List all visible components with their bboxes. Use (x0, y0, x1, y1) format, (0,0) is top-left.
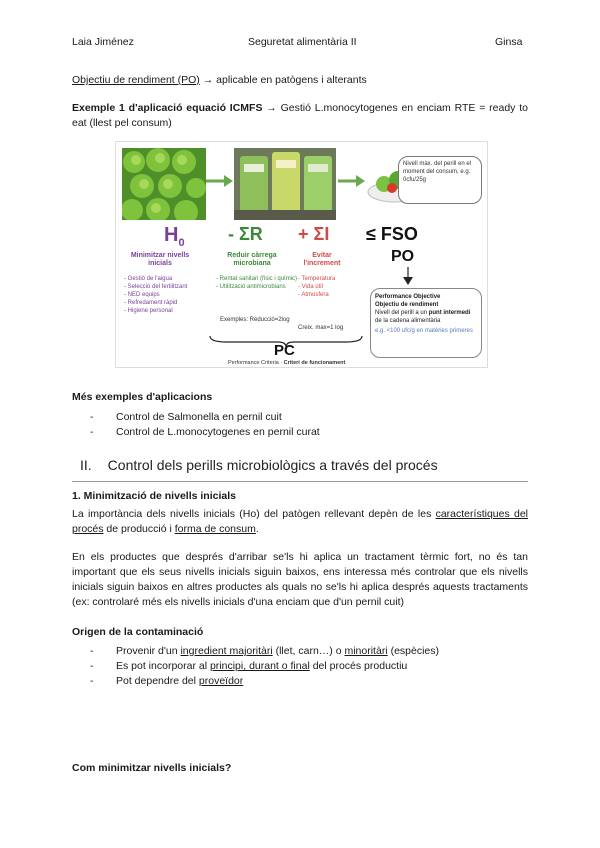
eq-h0 (164, 224, 185, 249)
col3-list (298, 275, 358, 299)
col2-list (216, 275, 298, 291)
section-divider (72, 481, 528, 482)
sub1-p1-c: . (255, 523, 259, 535)
header-subject: Seguretat alimentària II (248, 36, 357, 48)
section2-title: Control dels perills microbiològics a través del procés (107, 457, 438, 473)
col1-item: - Gestió de l'aigua (124, 276, 173, 282)
example1-paragraph (72, 101, 528, 131)
origin-i3-a: Pot dependre del (116, 675, 199, 687)
consumption-level-bubble (398, 156, 482, 204)
example1-bold: Exemple 1 d'aplicació equació ICMFS (72, 102, 263, 114)
origin-i1-u2: minoritàri (344, 645, 388, 657)
origin-i2-a: Es pot incorporar al (116, 660, 210, 672)
col1-item: - NED equips (124, 292, 160, 298)
po-box-line4: e.g. <100 ufc/g en matèries primeres (375, 328, 473, 334)
col3-title: Evitar l'increment (303, 252, 341, 267)
flow-arrow-1 (206, 174, 234, 188)
po-box-line1: Performance Objective (375, 294, 441, 300)
po-label: PO (391, 248, 415, 265)
objective-term: Objectiu de rendiment (PO) (72, 74, 200, 86)
pc-label: PC (274, 342, 295, 359)
sub1-paragraph1 (72, 507, 528, 537)
sub1-title: 1. Minimització de nivells inicials (72, 490, 236, 502)
objective-line (72, 73, 528, 88)
eq-fso: ≤ FSO (366, 224, 418, 244)
pc-caption-ca: Criteri de funcionament (283, 360, 346, 366)
col3-item: - Vida útil (298, 284, 323, 290)
eq-minus-r: - ΣR (228, 224, 263, 244)
origin-i1-c: (espècies) (387, 645, 440, 657)
col1-item: - Higiene personal (124, 308, 173, 314)
eq-h0-sub: 0 (178, 237, 185, 249)
list-item: - Control de Salmonella en pernil cuit (90, 410, 530, 425)
col1-list (124, 275, 208, 315)
bubble-text: Nivell màx. del perill en el moment del consum, e.g. 0cfu/25g (403, 161, 472, 183)
list-item (90, 644, 530, 659)
more-examples-list (90, 410, 530, 440)
sub1-paragraph2: En els productes que després d'arribar se'ls hi aplica un tractament tèrmic fort, no és tan important que els seus nivells inicials siguin baixos, ens interessa més controlar que els nivells inicials siguin baixos en altres productes als quals no se'ls hi aplica després aquests tractaments (ex: controlaré més els nivells inicials d'una enciam que d'un pernil cuit) (72, 551, 528, 608)
pc-caption (228, 359, 345, 367)
po-box-line3 (375, 309, 477, 325)
po-definition-box (370, 288, 482, 358)
list-item (90, 674, 530, 689)
origin-i1-a: Provenir d'un (116, 645, 181, 657)
col3-item: - Temperatura (298, 276, 336, 282)
origin-i1-b: (llet, carn…) o (272, 645, 345, 657)
flow-arrow-2 (338, 174, 366, 188)
col1-item: - Selecció del fertilitzant (124, 284, 188, 290)
origin-i1-u1: ingredient majoritàri (180, 645, 273, 657)
lettuce-field-photo (122, 148, 206, 220)
example1-rest: → Gestió L.monocytogenes en enciam RTE = ready to eat (llest pel consum) (72, 102, 528, 129)
sub1-p1-u1: característiques del procés (72, 508, 528, 535)
po-box-l3b: punt intermedi (428, 310, 471, 316)
col2-title: Reduir càrrega microbiana (227, 252, 277, 267)
col2-example: Exemples: Reducció=2log (220, 317, 290, 323)
how-title: Com minimitzar nivells inicials? (72, 762, 232, 774)
section2-heading (80, 457, 438, 473)
section2-number: II. (80, 457, 92, 473)
objective-rest: → aplicable en patògens i alterants (199, 74, 367, 86)
icmsf-equation-figure (115, 141, 488, 368)
origin-list (90, 644, 530, 689)
po-box-l3c: de la cadena alimentària (375, 318, 441, 324)
col1-item: - Refredament ràpid (124, 300, 178, 306)
pc-caption-en: Performance Criteria · (228, 360, 284, 366)
col2-item: - Utilització antimicrobians (216, 284, 286, 290)
origin-i2-u: principi, durant o final (209, 660, 310, 672)
col3-item: - Atmosfera (298, 292, 329, 298)
col3-example: Creix. max=1 log (298, 325, 344, 331)
sub1-p1-a: La importància dels nivells inicials (Ho) del patògen rellevant depèn de les (72, 508, 436, 520)
list-item: - Control de L.monocytogenes en pernil curat (90, 425, 530, 440)
po-box-line2: Objectiu de rendiment (375, 302, 439, 308)
col2-item: - Rentat sanitari (físic i químic) (216, 276, 298, 282)
more-examples-title: Més exemples d'aplicacions (72, 391, 213, 403)
po-box-l3a: Nivell del perill a un (375, 310, 429, 316)
eq-plus-i: + ΣI (298, 224, 330, 244)
eq-h0-letter: H (164, 224, 179, 246)
origin-i2-b: del procés productiu (309, 660, 408, 672)
col1-title: Minimitzar nivells inicials (130, 252, 190, 267)
origin-i3-u: proveïdor (198, 675, 244, 687)
origin-title: Origen de la contaminació (72, 626, 204, 638)
header-institution: Ginsa (495, 36, 523, 48)
sub1-p1-b: de producció i (103, 523, 175, 535)
list-item (90, 659, 530, 674)
header-author: Laia Jiménez (72, 36, 134, 48)
sub1-p1-u2: forma de consum (174, 523, 256, 535)
packaged-salad-photo (234, 148, 336, 220)
po-arrow (400, 267, 416, 287)
